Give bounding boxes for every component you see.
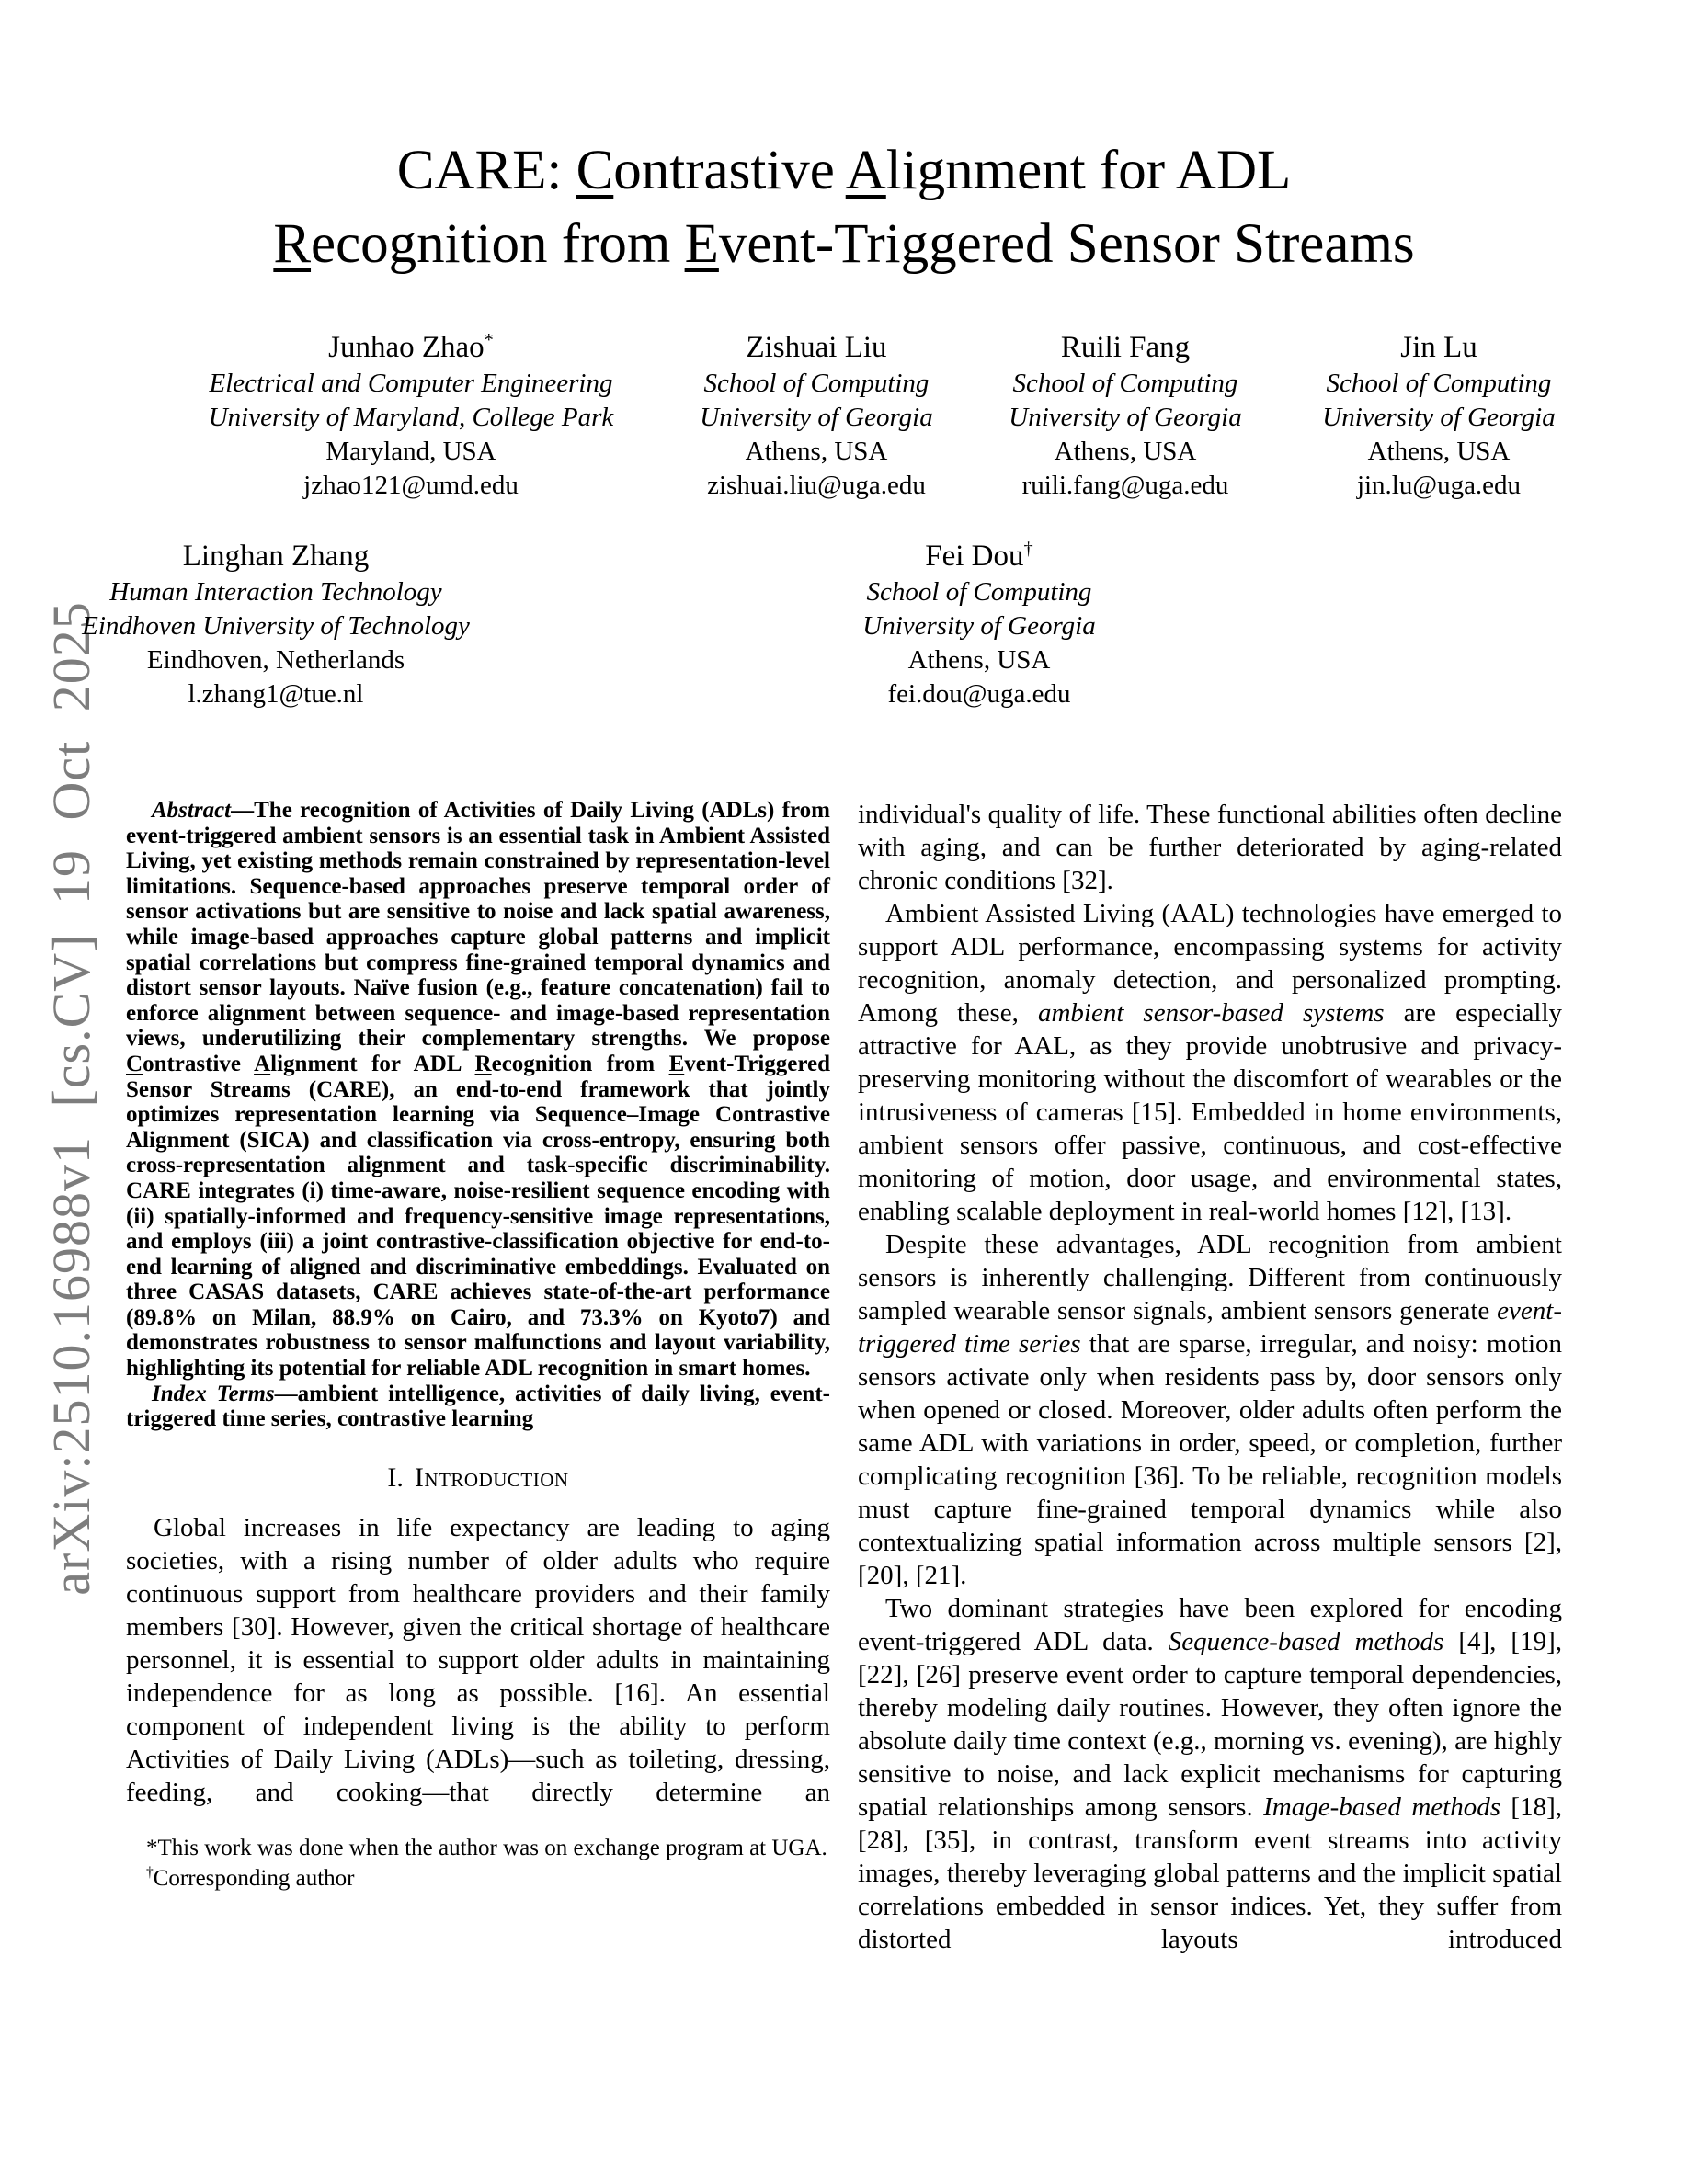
author-organization: University of Georgia: [1322, 403, 1556, 432]
left-column: [126, 798, 830, 1894]
author-location: Athens, USA: [745, 437, 888, 466]
author-department: Human Interaction Technology: [109, 577, 442, 607]
body-paragraph: individual's quality of life. These functional abilities often decline with aging, and can be further deteriorated by aging-related chronic conditions [32].: [858, 800, 1562, 895]
author-name: Zishuai Liu: [746, 331, 887, 364]
author-department: School of Computing: [1326, 369, 1552, 398]
author-block-5: [37, 538, 515, 711]
paper-title: [0, 134, 1688, 281]
section-title: Introduction: [414, 1462, 569, 1493]
author-location: Athens, USA: [1367, 437, 1511, 466]
author-email: jzhao121@umd.edu: [303, 471, 519, 500]
author-department: School of Computing: [1012, 369, 1238, 398]
author-block-6: [758, 538, 1200, 711]
author-name: Linghan Zhang: [182, 540, 370, 573]
author-location: Athens, USA: [907, 645, 1051, 675]
author-email: ruili.fang@uga.edu: [1021, 471, 1229, 500]
author-email: zishuai.liu@uga.edu: [707, 471, 926, 500]
author-block-3: [978, 329, 1272, 503]
author-organization: University of Maryland, College Park: [208, 403, 614, 432]
author-organization: University of Georgia: [1009, 403, 1242, 432]
author-email: l.zhang1@tue.nl: [188, 679, 364, 709]
author-block-4: [1292, 329, 1586, 503]
author-location: Athens, USA: [1054, 437, 1197, 466]
author-department: School of Computing: [866, 577, 1092, 607]
author-department: Electrical and Computer Engineering: [209, 369, 613, 398]
author-organization: University of Georgia: [700, 403, 933, 432]
author-department: School of Computing: [703, 369, 930, 398]
right-column: [858, 798, 1562, 1956]
first-page-footnotes: [126, 1833, 830, 1894]
author-location: Eindhoven, Netherlands: [146, 645, 405, 675]
arxiv-watermark: arXiv:2510.16988v1 [cs.CV] 19 Oct 2025: [41, 601, 101, 1596]
abstract-paragraph: Abstract—The recognition of Activities of Daily Living (ADLs) from event-triggered ambient sensors is an essential task in Ambient Assisted Living, yet existing methods remain constrained by representation-level limitations. Sequence-based approaches preserve temporal order of sensor activations but are sensitive to noise and lack spatial awareness, while image-based approaches capture global patterns and implicit spatial correlations but compress fine-grained temporal dynamics and distort sensor layouts. Naïve fusion (e.g., feature concatenation) fail to enforce alignment between sequence- and image-based representation views, underutilizing their complementary strengths. We propose Contrastive Alignment for ADL Recognition from Event-Triggered Sensor Streams (CARE), an end-to-end framework that jointly optimizes representation learning via Sequence–Image Contrastive Alignment (SICA) and classification via cross-entropy, ensuring both cross-representation alignment and task-specific discriminability. CARE integrates (i) time-aware, noise-resilient sequence encoding with (ii) spatially-informed and frequency-sensitive image representations, and employs (iii) a joint contrastive-classification objective for end-to-end learning of aligned and discriminative embeddings. Evaluated on three CASAS datasets, CARE achieves state-of-the-art performance (89.8% on Milan, 88.9% on Cairo, and 73.3% on Kyoto7) and demonstrates robustness to sensor malfunctions and layout variability, highlighting its potential for reliable ADL recognition in smart homes.: [126, 798, 831, 1382]
paper-title-line2: Recognition from Event-Triggered Sensor Streams: [273, 213, 1415, 275]
footnote-exchange-program: *This work was done when the author was on exchange program at UGA.: [146, 1835, 827, 1860]
author-block-2: [669, 329, 964, 503]
author-block-1: [190, 329, 632, 503]
index-terms: Index Terms—ambient intelligence, activities of daily living, event-triggered time series, contrastive learning: [126, 1381, 830, 1432]
author-organization: University of Georgia: [862, 611, 1096, 641]
author-email: fei.dou@uga.edu: [887, 679, 1071, 709]
body-paragraph: Ambient Assisted Living (AAL) technologies have emerged to support ADL performance, encompassing systems for activity recognition, anomaly detection, and personalized prompting. Among these, ambient sensor-based systems are especially attractive for AAL, as they provide unobtrusive and privacy-preserving monitoring without the discomfort of wearables or the intrusiveness of cameras [15]. Embedded in home environments, ambient sensors offer passive, continuous, and cost-effective monitoring of motion, door usage, and environmental states, enabling scalable deployment in real-world homes [12], [13].: [858, 899, 1563, 1226]
author-location: Maryland, USA: [325, 437, 496, 466]
section-number: I.: [387, 1462, 404, 1493]
footnote-corresponding-author: †Corresponding author: [146, 1864, 355, 1891]
body-paragraph: Two dominant strategies have been explored for encoding event-triggered ADL data. Sequence-based methods [4], [19], [22], [26] preserve event order to capture temporal dependencies, thereby modeling daily routines. However, they often ignore the absolute daily time context (e.g., morning vs. evening), are highly sensitive to noise, and lack explicit mechanisms for capturing spatial relationships among sensors. Image-based methods [18], [28], [35], in contrast, transform event streams into activity images, thereby leveraging global patterns and the implicit spatial correlations embedded in sensor indices. Yet, they suffer from distorted layouts introduced: [858, 1594, 1562, 1954]
paper-title-line1: CARE: Contrastive Alignment for ADL: [396, 140, 1292, 201]
body-paragraph: Despite these advantages, ADL recognition from ambient sensors is inherently challenging. Different from continuously sampled wearable sensor signals, ambient sensors generate event-triggered time series that are sparse, irregular, and noisy: motion sensors activate only when residents pass by, door sensors only when opened or closed. Moreover, older adults often perform the same ADL with variations in order, speed, or completion, further complicating recognition [36]. To be reliable, recognition models must capture fine-grained temporal dynamics while also contextualizing spatial information across multiple sensors [2], [20], [21].: [858, 1230, 1562, 1590]
section-heading-introduction: [126, 1460, 830, 1496]
author-name: Ruili Fang: [1060, 331, 1191, 364]
author-organization: Eindhoven University of Technology: [82, 611, 470, 641]
author-name: Fei Dou†: [925, 539, 1033, 573]
author-name: Jin Lu: [1400, 331, 1477, 364]
author-name: Junhao Zhao*: [328, 330, 494, 364]
author-email: jin.lu@uga.edu: [1356, 471, 1522, 500]
intro-paragraph-1: Global increases in life expectancy are leading to aging societies, with a rising number of older adults who require continuous support from healthcare providers and their family members [30]. However, given the critical shortage of healthcare personnel, it is essential to support older adults in maintaining independence for as long as possible. [16]. An essential component of independent living is the ability to perform Activities of Daily Living (ADLs)—such as toileting, dressing, feeding, and cooking—that directly determine an: [126, 1512, 830, 1807]
